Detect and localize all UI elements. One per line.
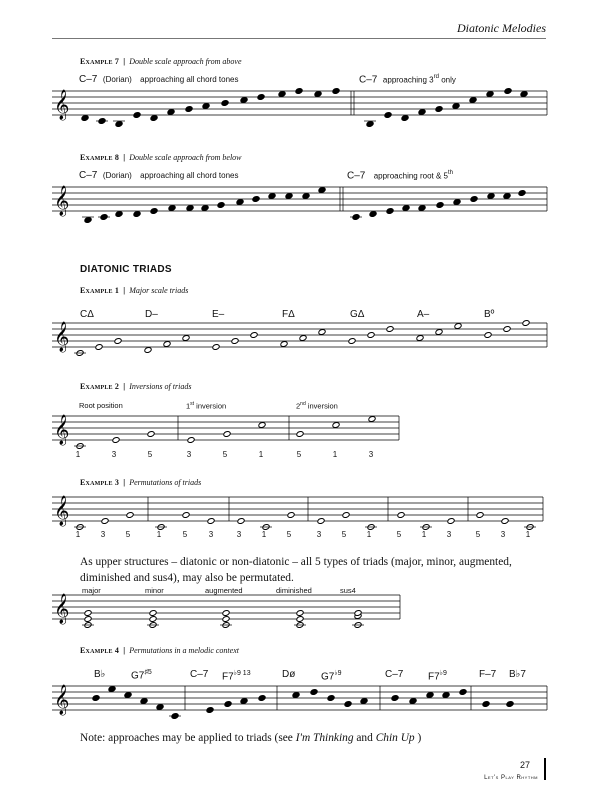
degree-number: 5 [475,530,481,539]
chord-symbol: C–7 (Dorian) approaching all chord tones [79,74,239,85]
note-head [486,91,494,98]
degree-number: 1 [75,450,81,459]
chord-symbol: CΔ [80,309,94,320]
note-head [240,97,248,104]
degree-number: 5 [341,530,347,539]
chord-symbol: $G7^{♯5}$ [131,669,152,682]
note-head [240,698,248,705]
degree-number: 5 [396,530,402,539]
note-head [503,193,511,200]
note-head [147,431,155,438]
note-head [156,704,164,711]
note-head [453,199,461,206]
degree-number: 1 [261,530,267,539]
note-head [318,329,326,336]
degree-number: 3 [208,530,214,539]
note-head [522,320,530,327]
body-paragraph: As upper structures – diatonic or non-diatonic – all 5 types of triads (major, minor, augmented, diminished and sus4), may also be permutated. [80,556,512,584]
note-head [285,193,293,200]
degree-number: 5 [125,530,131,539]
degree-number: 1 [258,450,264,459]
note-head [84,616,92,623]
note-head [224,701,232,708]
note-head [368,416,376,423]
note-head [369,211,377,218]
note-head [506,701,514,708]
note-head [287,512,295,519]
example-1-heading: Example 1 | Major scale triads [80,286,189,295]
note-head [442,692,450,699]
note-head [115,121,123,128]
note-head [470,196,478,203]
note-head [447,518,455,525]
note-head [202,103,210,110]
treble-clef-icon: 𝄞 [54,496,70,526]
note-head [518,190,526,197]
note-head [182,335,190,342]
triad-type-label: augmented [205,586,243,595]
note-head [206,707,214,714]
degree-number: 5 [147,450,153,459]
note-head [327,695,335,702]
note-head [278,91,286,98]
note-head [295,88,303,95]
triad-type-label: minor [145,586,164,595]
example-desc: Double scale approach from above [129,57,242,66]
example-desc: Permutations in a melodic context [129,646,239,655]
note-head [416,335,424,342]
chord-symbol: B♭7 [509,669,526,680]
note-head [435,106,443,113]
note-head [237,518,245,525]
example-3-heading: Example 3 | Permutations of triads [80,478,202,487]
note-head [268,193,276,200]
chord-symbol: C–7 [190,669,209,680]
note-head [344,701,352,708]
note-head [452,103,460,110]
inversion-label: 2nd inversion [296,401,338,411]
footer-rule [544,758,546,780]
example-8-heading: Example 8 | Double scale approach from below [80,153,242,162]
degree-number: 5 [182,530,188,539]
treble-clef-icon: 𝄞 [54,594,70,624]
note-head [182,512,190,519]
note-head [367,332,375,339]
chord-symbol: A– [417,309,430,320]
example-label: Example 7 [80,57,120,66]
note-head [222,616,230,623]
treble-clef-icon: 𝄞 [54,415,70,445]
note-head [296,616,304,623]
degree-number: 3 [500,530,506,539]
note-paragraph: Note: approaches may be applied to triads (see I'm Thinking and Chin Up ) [80,732,422,744]
section-title: DIATONIC TRIADS [80,264,172,275]
note-head [332,88,340,95]
note-head [236,199,244,206]
triad-type-label: sus4 [340,586,356,595]
triad-type-label: diminished [276,586,312,595]
degree-number: 5 [286,530,292,539]
inversion-label: 1st inversion [186,401,227,411]
note-head [454,323,462,330]
note-head [342,512,350,519]
degree-number: 1 [525,530,531,539]
note-head [186,205,194,212]
note-head [207,518,215,525]
note-head [386,208,394,215]
chord-symbol: C–7 (Dorian) approaching all chord tones [79,170,239,181]
page-number: 27 [519,760,530,770]
note-head [217,202,225,209]
note-head [112,437,120,444]
treble-clef-icon: 𝄞 [54,186,70,216]
note-head [401,115,409,122]
note-head [348,338,356,345]
note-head [296,610,304,617]
note-head [482,701,490,708]
note-head [487,193,495,200]
note-head [418,109,426,116]
note-head [167,109,175,116]
note-head [124,692,132,699]
note-head [223,431,231,438]
note-head [187,437,195,444]
note-head [212,344,220,351]
example-7-heading: Example 7 | Double scale approach from above [80,57,242,66]
note-head [252,196,260,203]
degree-number: 3 [368,450,374,459]
note-head [126,512,134,519]
note-head [149,610,157,617]
note-head [258,422,266,429]
example-label: Example 1 [80,286,120,295]
note-head [520,91,528,98]
example-desc: Double scale approach from below [129,153,242,162]
note-head [302,193,310,200]
note-head [163,341,171,348]
note-head [168,205,176,212]
chord-symbol: FΔ [282,309,295,320]
example-label: Example 4 [80,646,120,655]
degree-number: 5 [296,450,302,459]
degree-number: 3 [446,530,452,539]
book-title: Let's Play Rhythm [484,775,538,781]
example-4-heading: Example 4 | Permutations in a melodic context [80,646,239,655]
note-head [257,94,265,101]
treble-clef-icon: 𝄞 [54,90,70,120]
note-head [222,610,230,617]
note-head [185,106,193,113]
note-head [504,88,512,95]
note-head [484,332,492,339]
chord-symbol: E– [212,309,225,320]
note-head [114,338,122,345]
note-head [292,692,300,699]
note-head [501,518,509,525]
note-head [409,698,417,705]
chord-symbol: GΔ [350,309,365,320]
note-head [503,326,511,333]
degree-number: 3 [236,530,242,539]
note-head [386,326,394,333]
note-head [140,698,148,705]
note-head [418,205,426,212]
note-head [469,97,477,104]
degree-number: 1 [156,530,162,539]
example-desc: Permutations of triads [129,478,202,487]
degree-number: 3 [316,530,322,539]
note-head [221,100,229,107]
tune-title: Chin Up [375,732,415,744]
chord-symbol: C–7 approaching 3rd only [359,74,456,86]
note-head [426,692,434,699]
note-head [318,187,326,194]
header-title: Diatonic Melodies [457,21,546,35]
note-head [402,205,410,212]
note-head [296,431,304,438]
note-head [384,112,392,119]
note-head [360,698,368,705]
example-desc: Inversions of triads [129,382,192,391]
note-head [84,217,92,224]
chord-symbol: B♭ [94,669,106,680]
note-head [476,512,484,519]
note-head [84,610,92,617]
chord-symbol: $F7^{♭9 13}$ [222,670,251,683]
note-head [144,347,152,354]
example-2-heading: Example 2 | Inversions of triads [80,382,192,391]
note-head [332,422,340,429]
note-head [81,115,89,122]
treble-clef-icon: 𝄞 [54,322,70,352]
chord-symbol: D– [145,309,158,320]
note-head [459,689,467,696]
example-label: Example 2 [80,382,120,391]
degree-number: 3 [100,530,106,539]
note-head [317,518,325,525]
note-head [366,121,374,128]
chord-symbol: C–7 [385,669,404,680]
treble-clef-icon: 𝄞 [54,685,70,715]
note-head [280,341,288,348]
inversion-label: Root position [79,401,123,410]
note-head [108,686,116,693]
chord-symbol: C–7 approaching root & 5th [347,170,453,182]
note-head [133,211,141,218]
degree-number: 1 [332,450,338,459]
chord-symbol: Dø [282,669,296,680]
degree-number: 3 [111,450,117,459]
note-head [258,695,266,702]
note-head [201,205,209,212]
tune-title: I'm Thinking [295,732,354,744]
note-head [397,512,405,519]
note-head [133,112,141,119]
note-head [250,332,258,339]
chord-symbol: Bº [484,309,495,320]
note-head [115,211,123,218]
note-head [299,335,307,342]
note-head [92,695,100,702]
example-label: Example 8 [80,153,120,162]
note-head [149,616,157,623]
note-head [150,208,158,215]
degree-number: 1 [366,530,372,539]
chord-symbol: F–7 [479,669,497,680]
note-head [436,202,444,209]
example-desc: Major scale triads [129,286,189,295]
degree-number: 5 [222,450,228,459]
example-label: Example 3 [80,478,120,487]
chord-symbol: $F7^{♭9}$ [428,670,447,683]
note-head [435,329,443,336]
note-head [310,689,318,696]
degree-number: 3 [186,450,192,459]
note-head [391,695,399,702]
degree-number: 1 [421,530,427,539]
note-head [314,91,322,98]
chord-symbol: $G7^{♭9}$ [321,670,342,683]
note-head [101,518,109,525]
degree-number: 1 [75,530,81,539]
triad-type-label: major [82,586,101,595]
note-head [150,115,158,122]
note-head [95,344,103,351]
note-head [231,338,239,345]
